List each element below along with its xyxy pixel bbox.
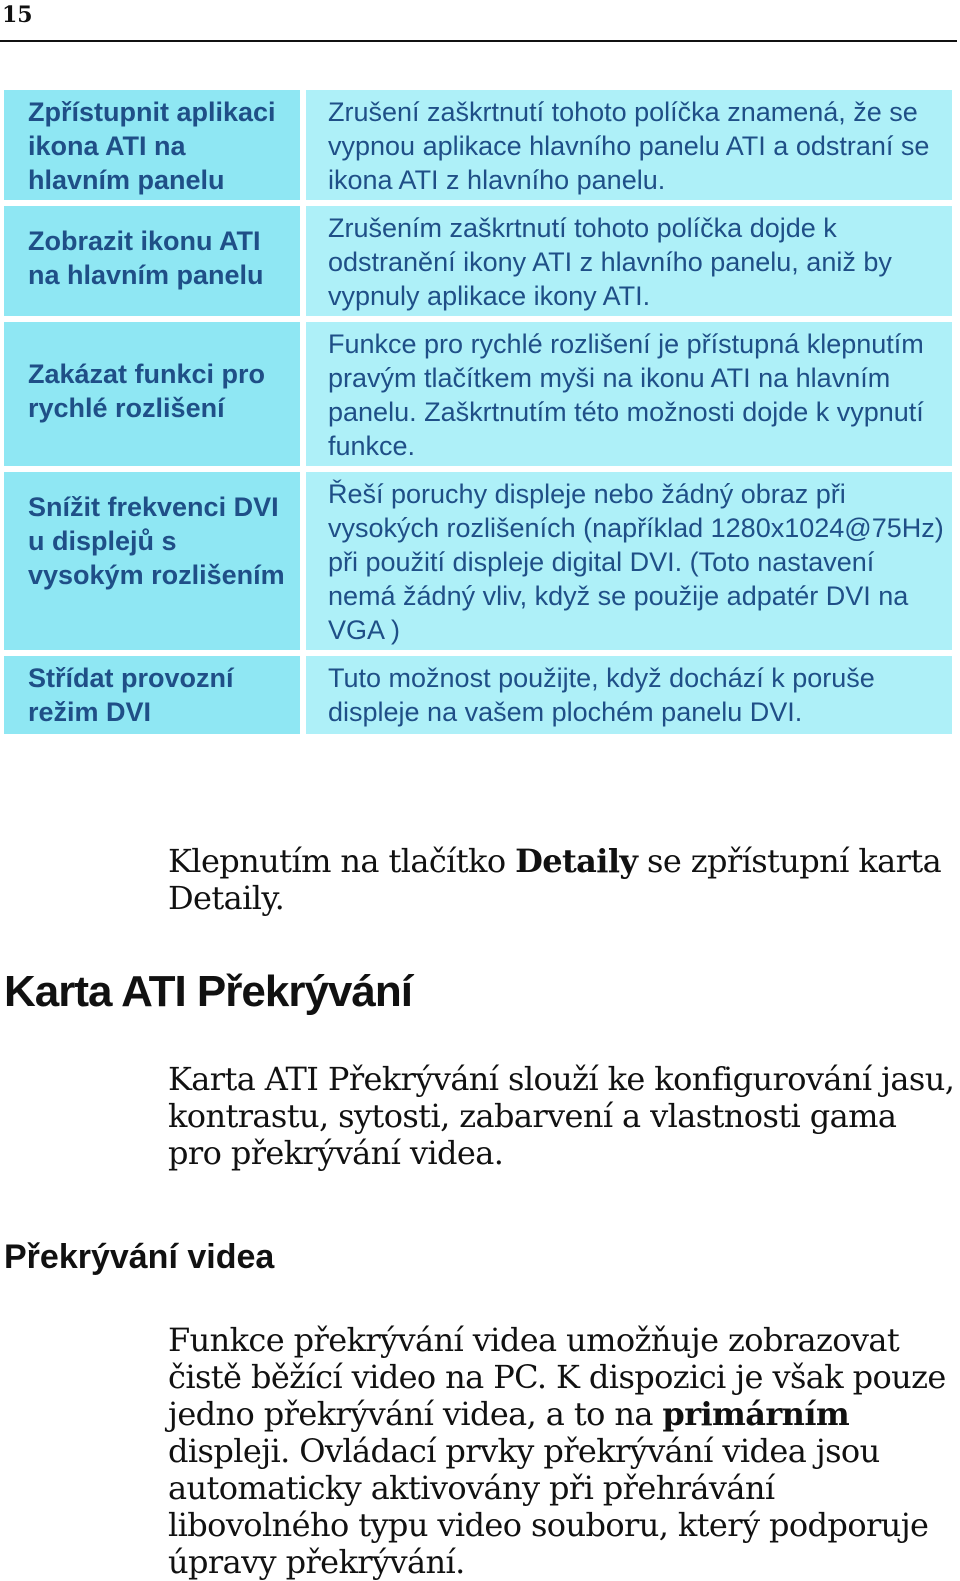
page-number: 15 bbox=[2, 2, 33, 28]
option-description: Zrušením zaškrtnutí tohoto políčka dojde k odstranění ikony ATI z hlavního panelu, aniž by vypnuly aplikace ikony ATI. bbox=[306, 206, 952, 316]
details-text-after: se zpřístupní karta Detaily. bbox=[168, 842, 942, 917]
primary-display-emphasis: primárním bbox=[662, 1395, 850, 1433]
table-row bbox=[4, 656, 952, 734]
table-row bbox=[4, 322, 952, 466]
details-button-name: Detaily bbox=[515, 842, 638, 880]
video-overlay-text-after: displeji. Ovládací prvky překrývání videa jsou automaticky aktivovány při přehrávání libovolného typu video souboru, který podporuje úpravy překrývání. bbox=[168, 1432, 929, 1581]
option-label: Zobrazit ikonu ATI na hlavním panelu bbox=[4, 206, 300, 316]
option-label: Zpřístupnit aplikaci ikona ATI na hlavním panelu bbox=[4, 90, 300, 200]
table-row bbox=[4, 90, 952, 200]
details-text-before: Klepnutím na tlačítko bbox=[168, 842, 516, 880]
option-description: Tuto možnost použijte, když dochází k poruše displeje na vašem plochém panelu DVI. bbox=[306, 656, 952, 734]
video-overlay-text-before: Funkce překrývání videa umožňuje zobrazovat čistě běžící video na PC. K dispozici je však pouze jedno překrývání videa, a to na bbox=[168, 1321, 946, 1433]
overlay-tab-heading: Karta ATI Překrývání bbox=[4, 967, 412, 1016]
options-table bbox=[4, 90, 952, 740]
table-row bbox=[4, 206, 952, 316]
video-overlay-heading: Překrývání videa bbox=[4, 1238, 275, 1276]
option-label: Snížit frekvenci DVI u displejů s vysokým rozlišením bbox=[4, 472, 300, 650]
option-label: Zakázat funkci pro rychlé rozlišení bbox=[4, 322, 300, 466]
table-row bbox=[4, 472, 952, 650]
details-paragraph bbox=[168, 843, 958, 917]
option-label: Střídat provozní režim DVI bbox=[4, 656, 300, 734]
video-overlay-paragraph bbox=[168, 1322, 958, 1581]
header-rule bbox=[0, 40, 957, 42]
overlay-tab-paragraph: Karta ATI Překrývání slouží ke konfigurování jasu, kontrastu, sytosti, zabarvení a vlastnosti gama pro překrývání videa. bbox=[168, 1060, 955, 1172]
option-description: Řeší poruchy displeje nebo žádný obraz při vysokých rozlišeních (například 1280x1024@75Hz) při použití displeje digital DVI. (Toto nastavení nemá žádný vliv, když se použije adpatér DVI na VGA ) bbox=[306, 472, 952, 650]
option-description: Zrušení zaškrtnutí tohoto políčka znamená, že se vypnou aplikace hlavního panelu ATI a odstraní se ikona ATI z hlavního panelu. bbox=[306, 90, 952, 200]
option-description: Funkce pro rychlé rozlišení je přístupná klepnutím pravým tlačítkem myši na ikonu ATI na hlavním panelu. Zaškrtnutím této možnosti dojde k vypnutí funkce. bbox=[306, 322, 952, 466]
